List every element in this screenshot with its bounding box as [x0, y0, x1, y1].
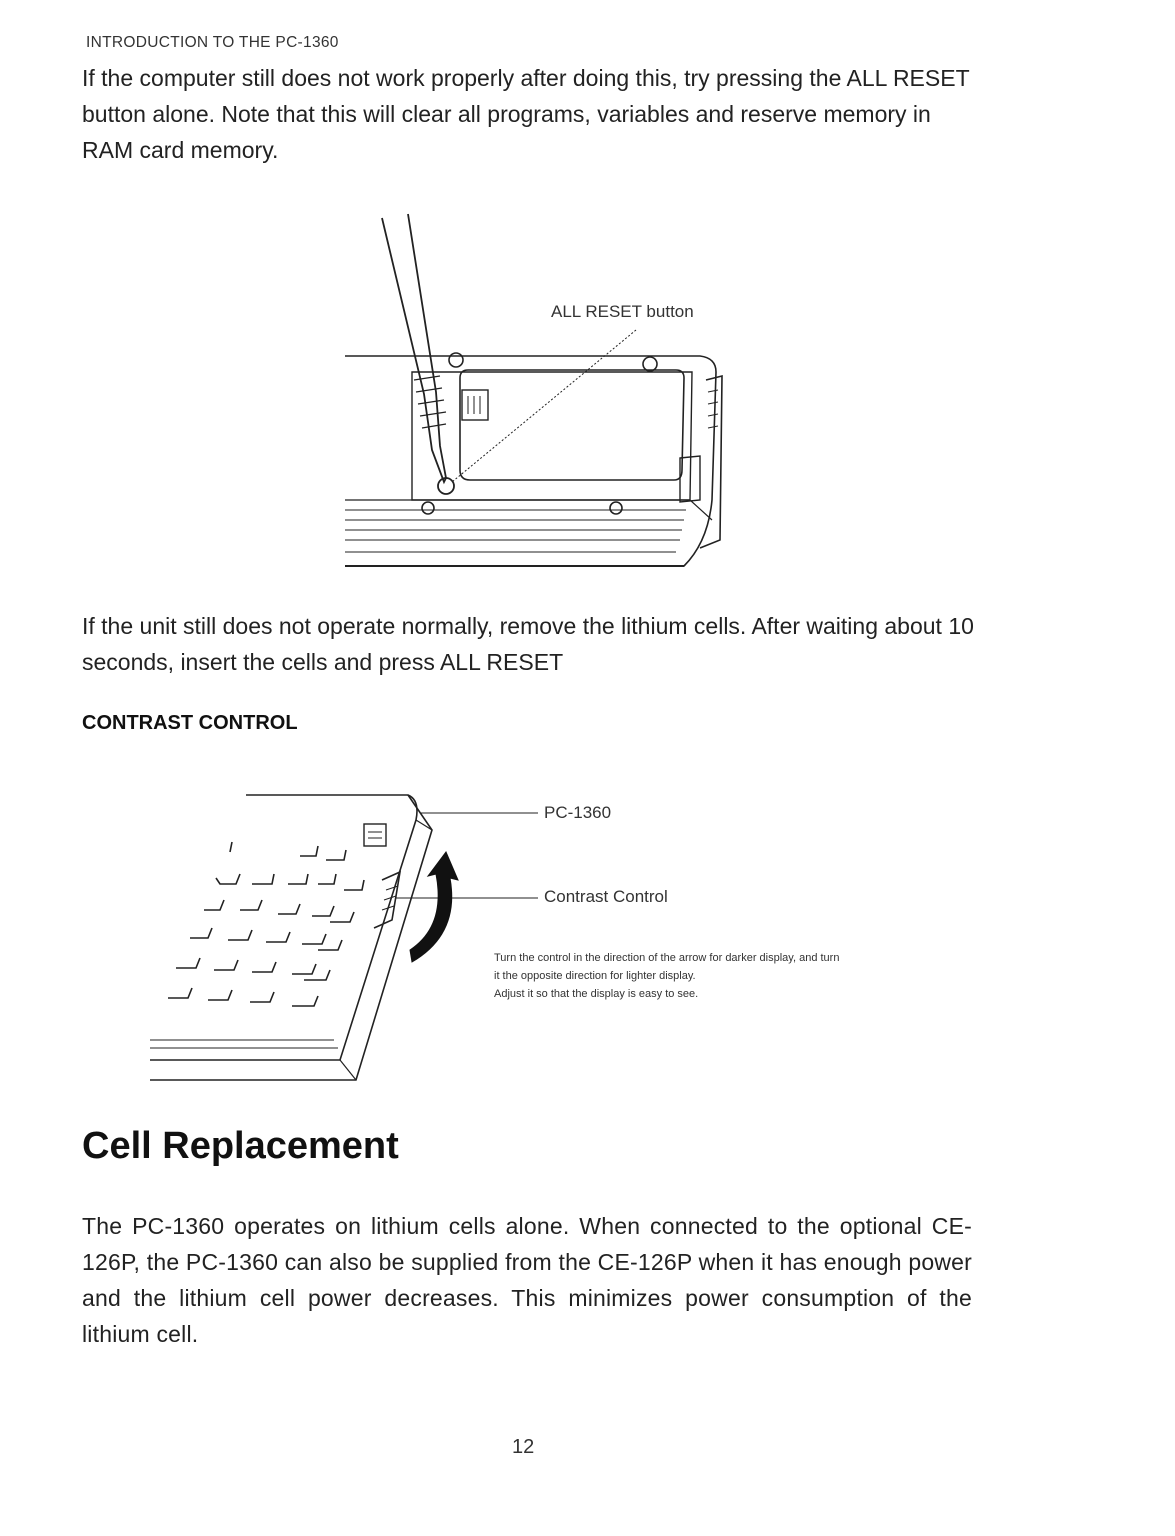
section-title: Cell Replacement — [82, 1125, 399, 1167]
paragraph-all-reset: If the computer still does not work properly after doing this, try pressing the ALL RESET button alone. Note that this will clear all programs, variables and reserve memory in RAM card memory. — [82, 65, 970, 163]
contrast-control-heading: CONTRAST CONTROL — [82, 712, 298, 734]
keypad-icon — [168, 842, 364, 1006]
page-number: 12 — [512, 1436, 535, 1458]
all-reset-label: ALL RESET button — [551, 302, 694, 321]
contrast-note-line: Adjust it so that the display is easy to see. — [494, 988, 699, 1000]
paragraph-cell-replacement: The PC-1360 operates on lithium cells alone. When connected to the optional CE-126P, the PC-1360 can also be supplied from the CE-126P when it has enough power and the lithium cell power decreases. This minimizes power consumption of the lithium cell. — [82, 1213, 972, 1347]
contrast-note-line: Turn the control in the direction of the arrow for darker display, and turn — [494, 952, 840, 964]
pc-1360-label: PC-1360 — [544, 803, 612, 822]
running-header: INTRODUCTION TO THE PC-1360 — [86, 34, 339, 51]
contrast-note — [494, 949, 984, 1003]
contrast-control-label: Contrast Control — [544, 887, 668, 906]
contrast-note-line: it the opposite direction for lighter display. — [494, 970, 696, 982]
paragraph-lithium-cells: If the unit still does not operate normally, remove the lithium cells. After waiting about 10 seconds, insert the cells and press ALL RESET — [82, 613, 974, 675]
curved-arrow-icon — [410, 852, 458, 962]
display-window-icon — [364, 824, 386, 846]
